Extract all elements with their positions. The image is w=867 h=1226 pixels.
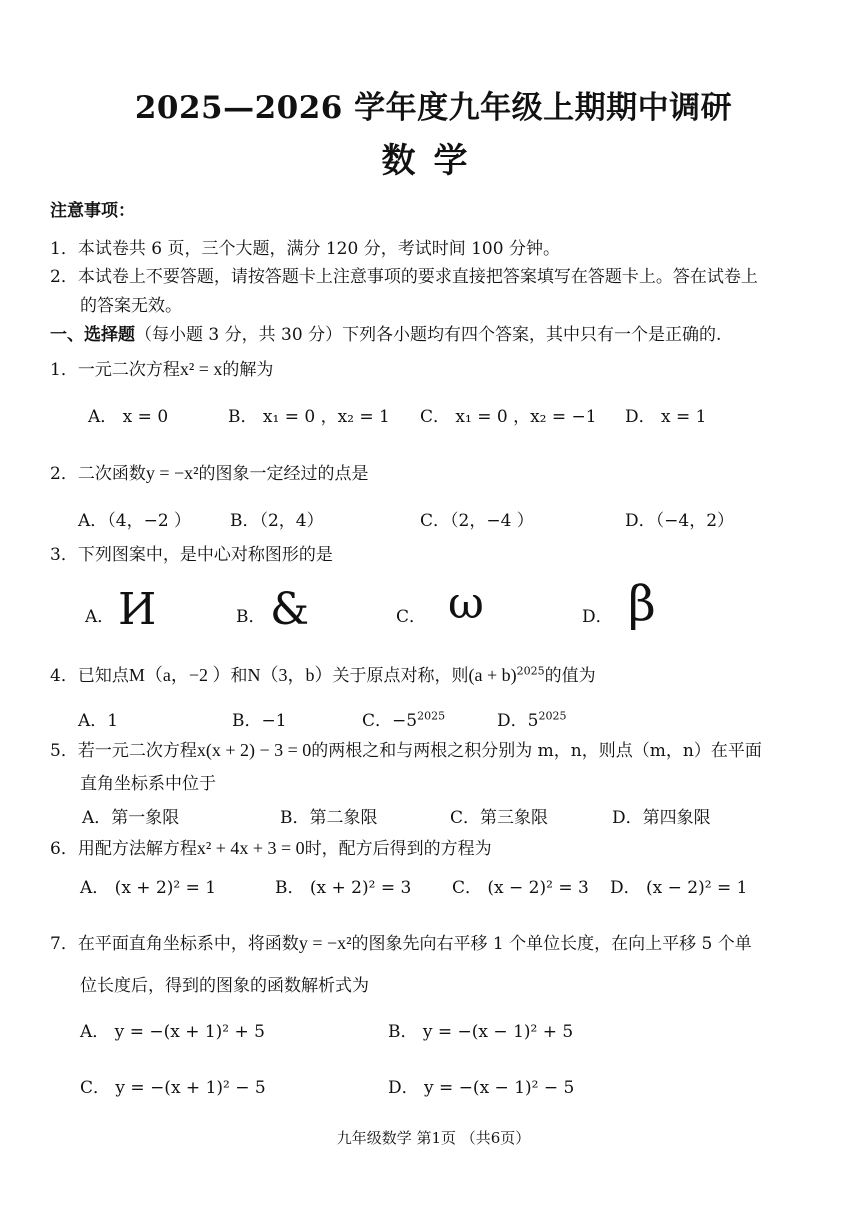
q4-stem: [50, 661, 596, 687]
q3-stem: 3．下列图案中，是中心对称图形的是: [50, 545, 333, 565]
q6-stem: [50, 834, 492, 859]
q5-stem-post: 的两根之和与两根之积分别为 m，n，则点（m，n）在平面: [311, 741, 762, 761]
q4-option-c-base: C．−5: [362, 711, 418, 731]
page-footer: 九年级数学 第1页 （共6页）: [336, 1129, 531, 1147]
exam-title: 2025—2026 学年度九年级上期期中调研: [134, 90, 733, 126]
q4-expression: (a + b): [468, 665, 517, 685]
q5-stem-line2: 直角坐标系中位于: [80, 774, 216, 794]
q2-stem-pre: 2．二次函数: [50, 464, 146, 484]
note-2-cont: 的答案无效。: [80, 296, 182, 316]
section-title: 一、选择题: [50, 325, 135, 345]
q7-option-c: C． y = −(x + 1)² − 5: [80, 1078, 266, 1098]
q1-equation: x² = x: [179, 359, 223, 379]
q4-option-d-base: D．5: [497, 711, 539, 731]
q4-and: 和: [230, 666, 248, 686]
q2-option-b: B．（2，4）: [230, 511, 324, 531]
q4-option-b: B．−1: [232, 711, 287, 731]
q2-equation: y = −x²: [145, 463, 199, 483]
q5-equation: x(x + 2) − 3 = 0: [196, 740, 312, 760]
q7-option-b: B． y = −(x − 1)² + 5: [388, 1022, 574, 1042]
q2-stem-post: 的图象一定经过的点是: [198, 464, 369, 484]
q4-option-c-exp: 2025: [417, 709, 446, 723]
q7-option-a: A． y = −(x + 1)² + 5: [80, 1022, 265, 1042]
q7-option-d: D． y = −(x − 1)² − 5: [388, 1078, 575, 1098]
q3-glyph-a: И: [118, 584, 157, 635]
q7-stem-post: 的图象先向右平移 1 个单位长度，在向上平移 5 个单: [351, 934, 752, 954]
q4-option-d-exp: 2025: [538, 709, 567, 723]
q5-option-b: B．第二象限: [280, 808, 378, 828]
q3-glyph-c: ω: [448, 578, 484, 629]
q6-stem-post: 时，配方后得到的方程为: [304, 839, 492, 859]
q2-option-a: A．（4，−2 ）: [78, 511, 192, 531]
section-heading: [50, 320, 721, 345]
section-desc: （每小题 3 分，共 30 分）下列各小题均有四个答案，其中只有一个是正确的.: [135, 325, 722, 345]
q5-option-a: A．第一象限: [82, 808, 180, 828]
q7-stem-line2: 位长度后，得到的图象的函数解析式为: [80, 976, 369, 996]
q4-stem-pre: 4．已知点: [50, 666, 129, 686]
q5-stem-pre: 5．若一元二次方程: [50, 741, 197, 761]
q5-option-d: D．第四象限: [612, 808, 711, 828]
q3-option-b: B．: [236, 607, 266, 627]
q3-option-c: C．: [396, 607, 427, 627]
q3-option-a: A．: [85, 607, 115, 627]
q6-option-d: D． (x − 2)² = 1: [610, 878, 748, 898]
note-1: 1．本试卷共 6 页，三个大题，满分 120 分，考试时间 100 分钟。: [50, 239, 560, 259]
q1-stem-post: 的解为: [222, 360, 274, 380]
q6-option-c: C． (x − 2)² = 3: [452, 878, 589, 898]
q2-stem: [50, 459, 369, 484]
subject-title: 数学: [381, 141, 486, 181]
q4-option-c: [362, 706, 445, 731]
note-2: 2．本试卷上不要答题，请按答题卡上注意事项的要求直接把答案填写在答题卡上。答在试卷上: [50, 267, 758, 287]
q1-option-d: D． x = 1: [625, 407, 707, 427]
q5-stem: [50, 736, 762, 761]
q2-option-c: C．（2，−4 ）: [420, 511, 534, 531]
q5-option-c: C．第三象限: [450, 808, 549, 828]
q4-exponent: 2025: [516, 664, 545, 678]
q4-point-m: M（a，−2 ）: [128, 665, 231, 685]
q1-stem: [50, 355, 273, 380]
q4-point-n: N（3，b）: [247, 665, 333, 685]
q1-option-a: A． x = 0: [88, 407, 169, 427]
q6-stem-pre: 6．用配方法解方程: [50, 839, 197, 859]
q4-stem-post: 的值为: [544, 666, 596, 686]
q1-stem-pre: 1．一元二次方程: [50, 360, 180, 380]
q7-equation: y = −x²: [298, 933, 352, 953]
q6-option-b: B． (x + 2)² = 3: [275, 878, 412, 898]
q4-option-d: [497, 706, 566, 731]
q6-equation: x² + 4x + 3 = 0: [196, 838, 305, 858]
notice-heading: 注意事项：: [50, 201, 135, 221]
q2-option-d: D．（−4，2）: [625, 511, 735, 531]
q7-stem: [50, 929, 752, 954]
q6-option-a: A． (x + 2)² = 1: [80, 878, 217, 898]
q3-glyph-d: β: [628, 576, 656, 632]
q4-option-a: A．1: [78, 711, 119, 731]
q3-option-d: D．: [582, 607, 613, 627]
q1-option-c: C． x₁ = 0 ，x₂ = −1: [420, 407, 597, 427]
q4-stem-mid: 关于原点对称，则: [332, 666, 469, 686]
q7-stem-pre: 7．在平面直角坐标系中，将函数: [50, 934, 299, 954]
q3-glyph-b: &: [270, 584, 310, 635]
q1-option-b: B． x₁ = 0 ，x₂ = 1: [228, 407, 390, 427]
